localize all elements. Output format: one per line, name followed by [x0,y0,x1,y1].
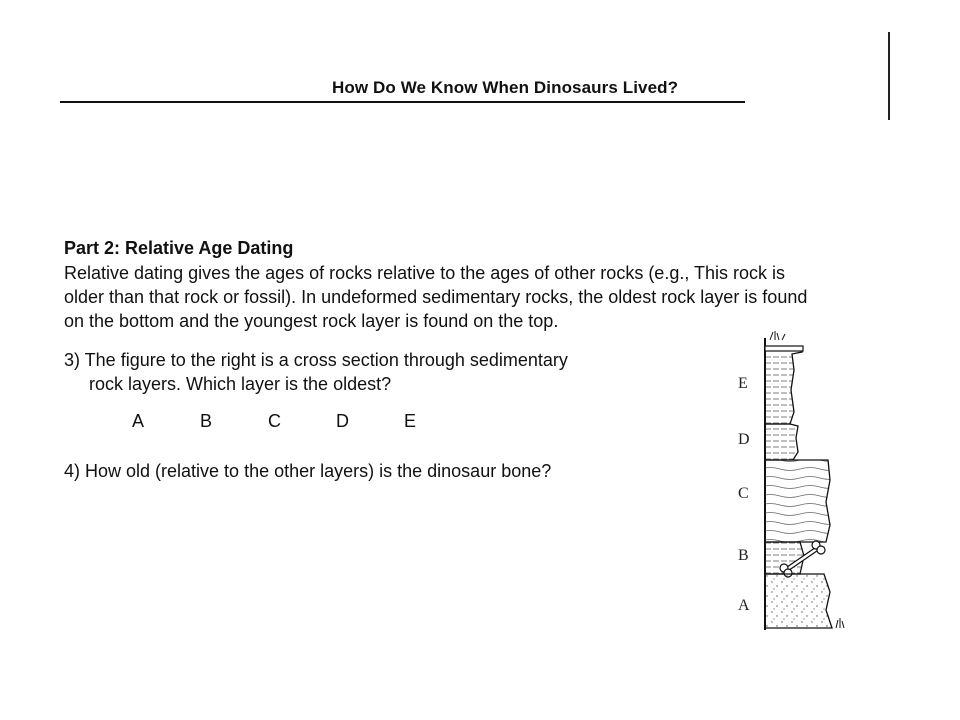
choice-e[interactable]: E [404,411,417,431]
page-edge-line [888,32,890,120]
layer-label-b: B [738,547,749,564]
intro-line: older than that rock or fossil). In undeformed sedimentary rocks, the oldest rock layer is found [64,287,808,307]
title-underline [60,101,745,103]
grass-bottom [836,618,844,628]
choice-c[interactable]: C [268,411,281,431]
layer-e [765,348,802,424]
question-3-line: rock layers. Which layer is the oldest? [89,374,392,394]
part-heading: Part 2: Relative Age Dating [64,238,294,258]
layer-d [765,424,798,460]
grass-top [770,331,785,340]
question-4: 4) How old (relative to the other layers) is the dinosaur bone? [64,461,552,481]
layer-label-e: E [738,375,748,392]
intro-line: Relative dating gives the ages of rocks relative to the ages of other rocks (e.g., This rock is [64,263,786,283]
intro-line: on the bottom and the youngest rock layer is found on the top. [64,311,559,331]
answer-choices [132,411,472,432]
choice-a[interactable]: A [132,411,145,431]
layer-label-c: C [738,485,749,502]
choice-d[interactable]: D [336,411,349,431]
layer-e-cap [765,346,803,351]
question-3-line: 3) The figure to the right is a cross section through sedimentary [64,350,568,370]
rock-column-figure [720,330,860,640]
worksheet-title: How Do We Know When Dinosaurs Lived? [332,78,679,97]
layer-c [765,460,830,542]
choice-b[interactable]: B [200,411,213,431]
question-3 [64,348,568,396]
layer-label-d: D [738,431,750,448]
layer-label-a: A [738,597,750,614]
intro-paragraph [64,261,944,333]
layer-a [765,574,832,628]
